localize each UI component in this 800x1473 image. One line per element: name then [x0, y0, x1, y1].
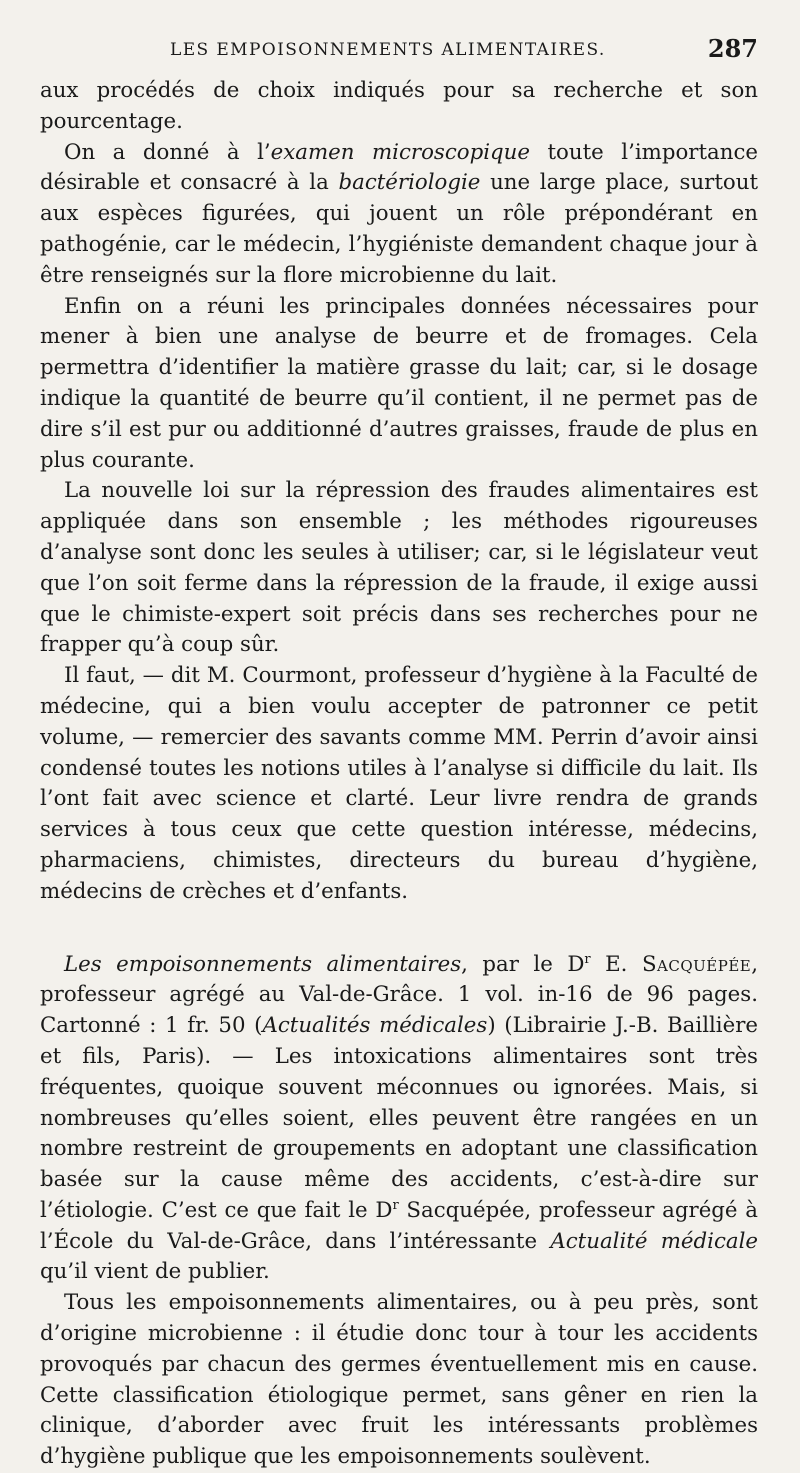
text-run: E.	[590, 951, 642, 977]
book-page	[40, 32, 758, 1473]
text-run: Sacquépée, professeur agrégé à l’École du Val-de-Grâce, dans l’intéressante	[40, 1197, 758, 1254]
paragraph: Il faut, — dit M. Courmont, professeur d’hygiène à la Faculté de médecine, qui a bien voulu accepter de patronner ce petit volume, — remercier des savants comme MM. Perrin d’avoir ainsi condensé toutes les notions utiles à l’analyse si difficile du lait. Ils l’ont fait avec science et clarté. Leur livre rendra de grands services à tous ceux que cette question intéresse, médecins, pharmaciens, chimistes, directeurs du bureau d’hygiène, médecins de crèches et d’enfants.	[40, 663, 758, 904]
text-run: , par le D	[461, 951, 585, 977]
text-run: , professeur agrégé au Val-de-Grâce. 1 vol. in-16 de 96 pages. Cartonné : 1 fr. 50 (	[40, 951, 758, 1039]
running-head: LES EMPOISONNEMENTS ALIMENTAIRES.	[170, 40, 606, 60]
text-run: ) (Librairie J.-B. Baillière et fils, Paris). — Les intoxications alimentaires sont très fréquentes, quoique souvent méconnues ou ignorées. Mais, si nombreuses qu’elles soient, elles peuvent être rangées en un nombre restreint de groupements en adoptant une classification basée sur la cause même des accidents, c’est-à-dire sur l’étiologie. C’est ce que fait le D	[40, 1013, 759, 1223]
section-gap	[40, 908, 758, 950]
author-name: Sacquépée	[641, 951, 752, 977]
page-header	[40, 32, 758, 68]
book-title: Les empoisonnements alimentaires	[64, 951, 462, 977]
paragraph	[40, 138, 758, 292]
work-title: Actualité médicale	[550, 1228, 759, 1254]
text-run: une large place, surtout aux espèces figurées, qui jouent un rôle prépondérant en pathogénie, car le médecin, l’hygiéniste demandent chaque jour à être renseignés sur la flore microbienne du lait.	[40, 170, 759, 288]
body-text	[40, 76, 758, 1473]
series-title: Actualités médicales	[262, 1013, 488, 1039]
text-run: toute l’importance désirable et consacré à la	[40, 139, 758, 196]
page-number: 287	[707, 34, 758, 63]
paragraph: Tous les empoisonnements alimentaires, ou à peu près, sont d’origine microbienne : il étudie donc tour à tour les accidents provoqués par chacun des germes éventuellement mis en cause. Cette classification étiologique permet, sans gêner en rien la clinique, d’aborder avec fruit les intéressants problèmes d’hygiène publique que les empoisonnements soulèvent.	[40, 1290, 758, 1470]
italic-term: bactériologie	[338, 170, 481, 196]
text-run: qu’il vient de publier.	[40, 1259, 270, 1285]
review-paragraph	[40, 950, 758, 1289]
paragraph: La nouvelle loi sur la répression des fraudes alimentaires est appliquée dans son ensemble ; les méthodes rigoureuses d’analyse sont donc les seules à utiliser; car, si le législateur veut que l’on soit ferme dans la répression de la fraude, il exige aussi que le chimiste-expert soit précis dans ses recherches pour ne frapper qu’à coup sûr.	[40, 478, 758, 658]
paragraph: Enfin on a réuni les principales données nécessaires pour mener à bien une analyse de beurre et de fromages. Cela permettra d’identifier la matière grasse du lait; car, si le dosage indique la quantité de beurre qu’il contient, il ne permet pas de dire s’il est pur ou additionné d’autres graisses, fraude de plus en plus courante.	[40, 293, 758, 473]
paragraph: aux procédés de choix indiqués pour sa recherche et son pourcentage.	[40, 78, 758, 134]
superscript: r	[584, 951, 591, 967]
italic-term: examen microscopique	[270, 139, 530, 165]
superscript: r	[392, 1197, 399, 1213]
text-run: On a donné à l’	[64, 139, 271, 165]
